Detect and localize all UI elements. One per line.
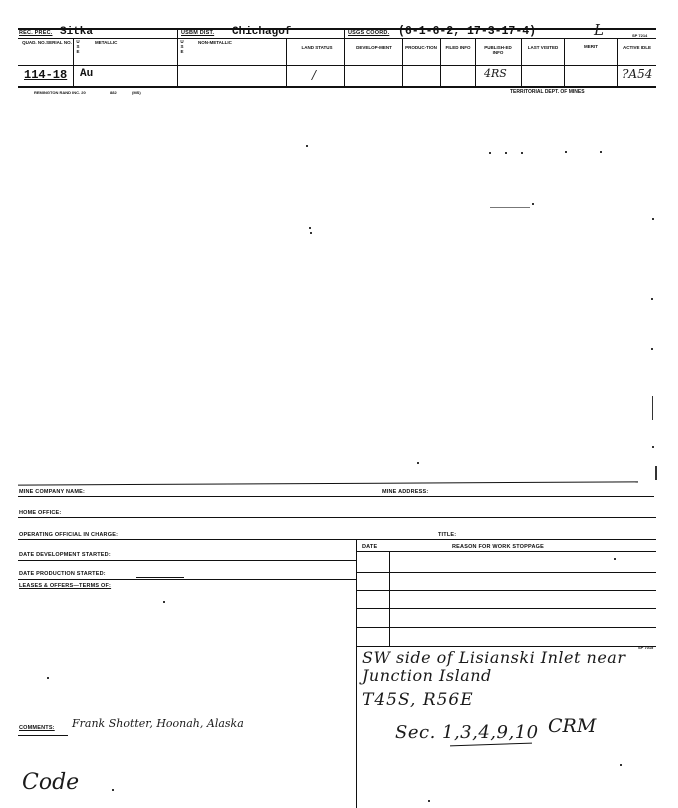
form-rule bbox=[18, 539, 656, 540]
col-divider bbox=[73, 38, 74, 86]
col-published-info: PUBLISH-ED INFO bbox=[484, 45, 512, 55]
mine-company-label: MINE COMPANY NAME: bbox=[19, 489, 86, 495]
col-divider bbox=[521, 38, 522, 86]
form-rule bbox=[356, 572, 656, 573]
col-land-status: LAND STATUS bbox=[301, 45, 333, 50]
col-divider bbox=[617, 38, 618, 86]
col-serial-no: SERIAL NO. bbox=[46, 40, 72, 45]
form-rule bbox=[18, 560, 356, 561]
header-mid-rule bbox=[18, 38, 656, 39]
col-last-visited: LAST VISITED bbox=[527, 45, 559, 50]
col-merit: MERIT bbox=[584, 44, 598, 49]
col-divider bbox=[286, 38, 287, 86]
comments-underline bbox=[18, 735, 68, 736]
form-rule-top bbox=[18, 481, 638, 485]
form-rule bbox=[356, 627, 656, 628]
form-divider bbox=[356, 539, 357, 808]
operating-official-label: OPERATING OFFICIAL IN CHARGE: bbox=[19, 532, 119, 538]
dev-started-label: DATE DEVELOPMENT STARTED: bbox=[19, 552, 111, 558]
home-office-label: HOME OFFICE: bbox=[19, 510, 62, 516]
form-number-2: SP 7015 bbox=[638, 645, 654, 650]
col-divider bbox=[440, 38, 441, 86]
col-divider bbox=[177, 28, 178, 86]
form-rule-short bbox=[136, 577, 184, 578]
header-bottom-rule bbox=[18, 86, 656, 88]
col-use-2: U S E bbox=[180, 39, 184, 54]
col-active-idle: ACTIVE IDLE bbox=[622, 45, 651, 50]
comments-label: COMMENTS: bbox=[19, 725, 55, 731]
form-rule bbox=[356, 646, 656, 647]
date-column-header: DATE bbox=[362, 544, 378, 550]
col-non-metallic: NON-METALLIC bbox=[198, 40, 232, 45]
usgs-coord-label: USGS COORD. bbox=[348, 30, 390, 36]
col-production: PRODUC-TION bbox=[405, 45, 437, 50]
col-metallic: METALLIC bbox=[95, 40, 118, 45]
metallic-value: Au bbox=[80, 68, 94, 80]
comments-value: Frank Shotter, Hoonah, Alaska bbox=[72, 717, 244, 730]
col-divider bbox=[344, 28, 345, 86]
sections-underline bbox=[450, 743, 532, 747]
active-idle-value: ?A54 bbox=[622, 67, 653, 81]
usgs-coord-value: (6-1-6-2, 17-3-17-4) bbox=[398, 25, 537, 38]
col-filed-info: FILED INFO bbox=[445, 45, 471, 50]
quad-serial-value: 114-18 bbox=[24, 68, 68, 82]
township-range: T45S, R56E bbox=[362, 690, 474, 710]
mine-address-label: MINE ADDRESS: bbox=[382, 489, 429, 495]
code-mark: Code bbox=[22, 770, 80, 795]
col-use-1: U S E bbox=[76, 39, 80, 54]
published-value: 4RS bbox=[484, 67, 507, 80]
rec-prec-label: REC. PREC. bbox=[19, 30, 53, 36]
usbm-dist-value: Chichagof bbox=[232, 26, 292, 38]
location-line-2: Junction Island bbox=[362, 666, 492, 685]
form-rule bbox=[18, 517, 656, 518]
leases-label: LEASES & OFFERS—TERMS OF: bbox=[19, 583, 112, 589]
col-divider bbox=[402, 38, 403, 86]
form-rule bbox=[356, 590, 656, 591]
form-rule bbox=[356, 551, 656, 552]
printer-code-2: (MS) bbox=[132, 90, 141, 95]
printer-imprint: REMINGTON RAND INC. 20 bbox=[34, 90, 86, 95]
land-status-value: / bbox=[312, 68, 317, 82]
form-rule bbox=[18, 579, 356, 580]
reason-column-header: REASON FOR WORK STOPPAGE bbox=[452, 544, 544, 550]
form-number: SP 7214 bbox=[632, 33, 648, 38]
header-row-rule bbox=[18, 65, 656, 66]
title-label: TITLE: bbox=[438, 532, 457, 538]
sections-list: Sec. 1,3,4,9,10 bbox=[395, 722, 539, 743]
col-divider bbox=[475, 38, 476, 86]
printer-code-1: 882 bbox=[110, 90, 117, 95]
prod-started-label: DATE PRODUCTION STARTED: bbox=[19, 571, 106, 577]
header-top-rule bbox=[18, 28, 656, 30]
location-line-1: SW side of Lisianski Inlet near bbox=[362, 648, 626, 667]
usbm-dist-label: USBM DIST. bbox=[181, 30, 215, 36]
date-col-divider bbox=[389, 551, 390, 646]
form-rule bbox=[356, 608, 656, 609]
form-rule bbox=[18, 496, 654, 497]
rec-prec-value: Sitka bbox=[60, 26, 94, 38]
corner-mark: L bbox=[594, 21, 604, 39]
col-divider bbox=[564, 38, 565, 86]
col-development: DEVELOP-MENT bbox=[356, 45, 392, 50]
initials: CRM bbox=[548, 715, 597, 737]
col-quad-no: QUAD. NO. bbox=[22, 40, 46, 45]
dept-imprint: TERRITORIAL DEPT. OF MINES bbox=[510, 89, 585, 95]
